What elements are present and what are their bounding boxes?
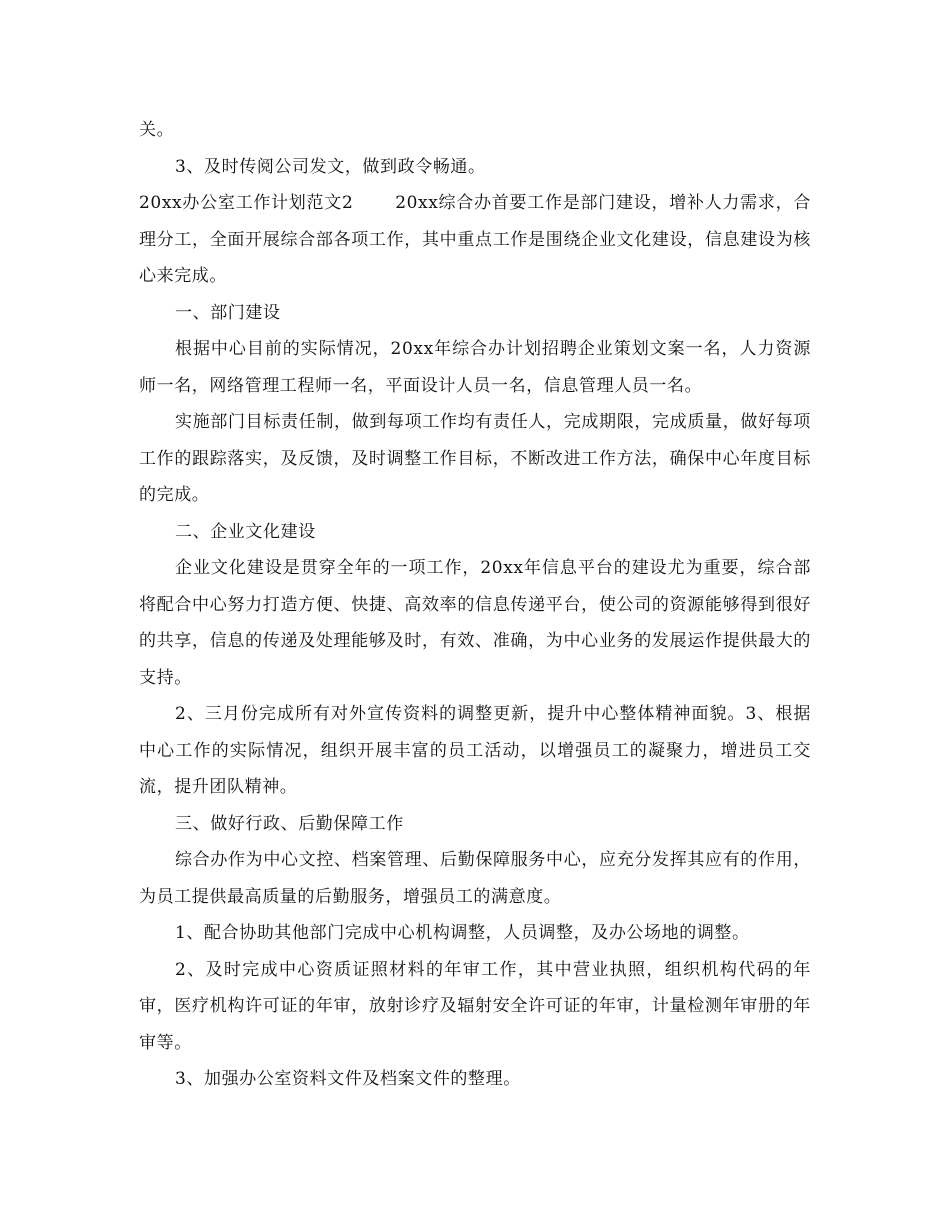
section-heading: 一、部门建设 (175, 302, 281, 323)
paragraph: 根据中心目前的实际情况，20xx年综合办计划招聘企业策划文案一名，人力资源师一名，网络管理工程师一名，平面设计人员一名，信息管理人员一名。 (139, 339, 811, 396)
paragraph: 综合办作为中心文控、档案管理、后勤保障服务中心，应充分发挥其应有的作用，为员工提供最高质量的后勤服务，增强员工的满意度。 (139, 850, 811, 907)
paragraph-item: 1、配合协助其他部门完成中心机构调整，人员调整，及办公场地的调整。 (175, 923, 750, 943)
paragraph: 实施部门目标责任制，做到每项工作均有责任人，完成期限，完成质量，做好每项工作的跟踪落实，及反馈，及时调整工作目标，不断改进工作方法，确保中心年度目标的完成。 (139, 412, 811, 505)
paragraph-continuation: 关。 (139, 120, 175, 140)
paragraph-item: 2、三月份完成所有对外宣传资料的调整更新，提升中心整体精神面貌。3、根据中心工作的实际情况，组织开展丰富的员工活动，以增强员工的凝聚力，增进员工交流，提升团队精神。 (139, 704, 811, 797)
section-heading: 二、企业文化建设 (175, 521, 316, 542)
paragraph-item: 3、及时传阅公司发文，做到政令畅通。 (175, 156, 486, 177)
paragraph-title-intro: 20xx办公室工作计划范文2 20xx综合办首要工作是部门建设，增补人力需求，合理分工，全面开展综合部各项工作，其中重点工作是围绕企业文化建设，信息建设为核心来完成。 (139, 193, 811, 286)
paragraph-item: 2、及时完成中心资质证照材料的年审工作，其中营业执照，组织机构代码的年审，医疗机构许可证的年审，放射诊疗及辐射安全许可证的年审，计量检测年审册的年审等。 (139, 959, 811, 1053)
paragraph-item: 3、加强办公室资料文件及档案文件的整理。 (175, 1069, 521, 1089)
paragraph: 企业文化建设是贯穿全年的一项工作，20xx年信息平台的建设尤为重要，综合部将配合中心努力打造方便、快捷、高效率的信息传递平台，使公司的资源能够得到很好的共享，信息的传递及处理能够及时，有效、准确，为中心业务的发展运作提供最大的支持。 (139, 558, 811, 688)
document-body (139, 112, 811, 1098)
section-heading: 三、做好行政、后勤保障工作 (175, 813, 404, 834)
